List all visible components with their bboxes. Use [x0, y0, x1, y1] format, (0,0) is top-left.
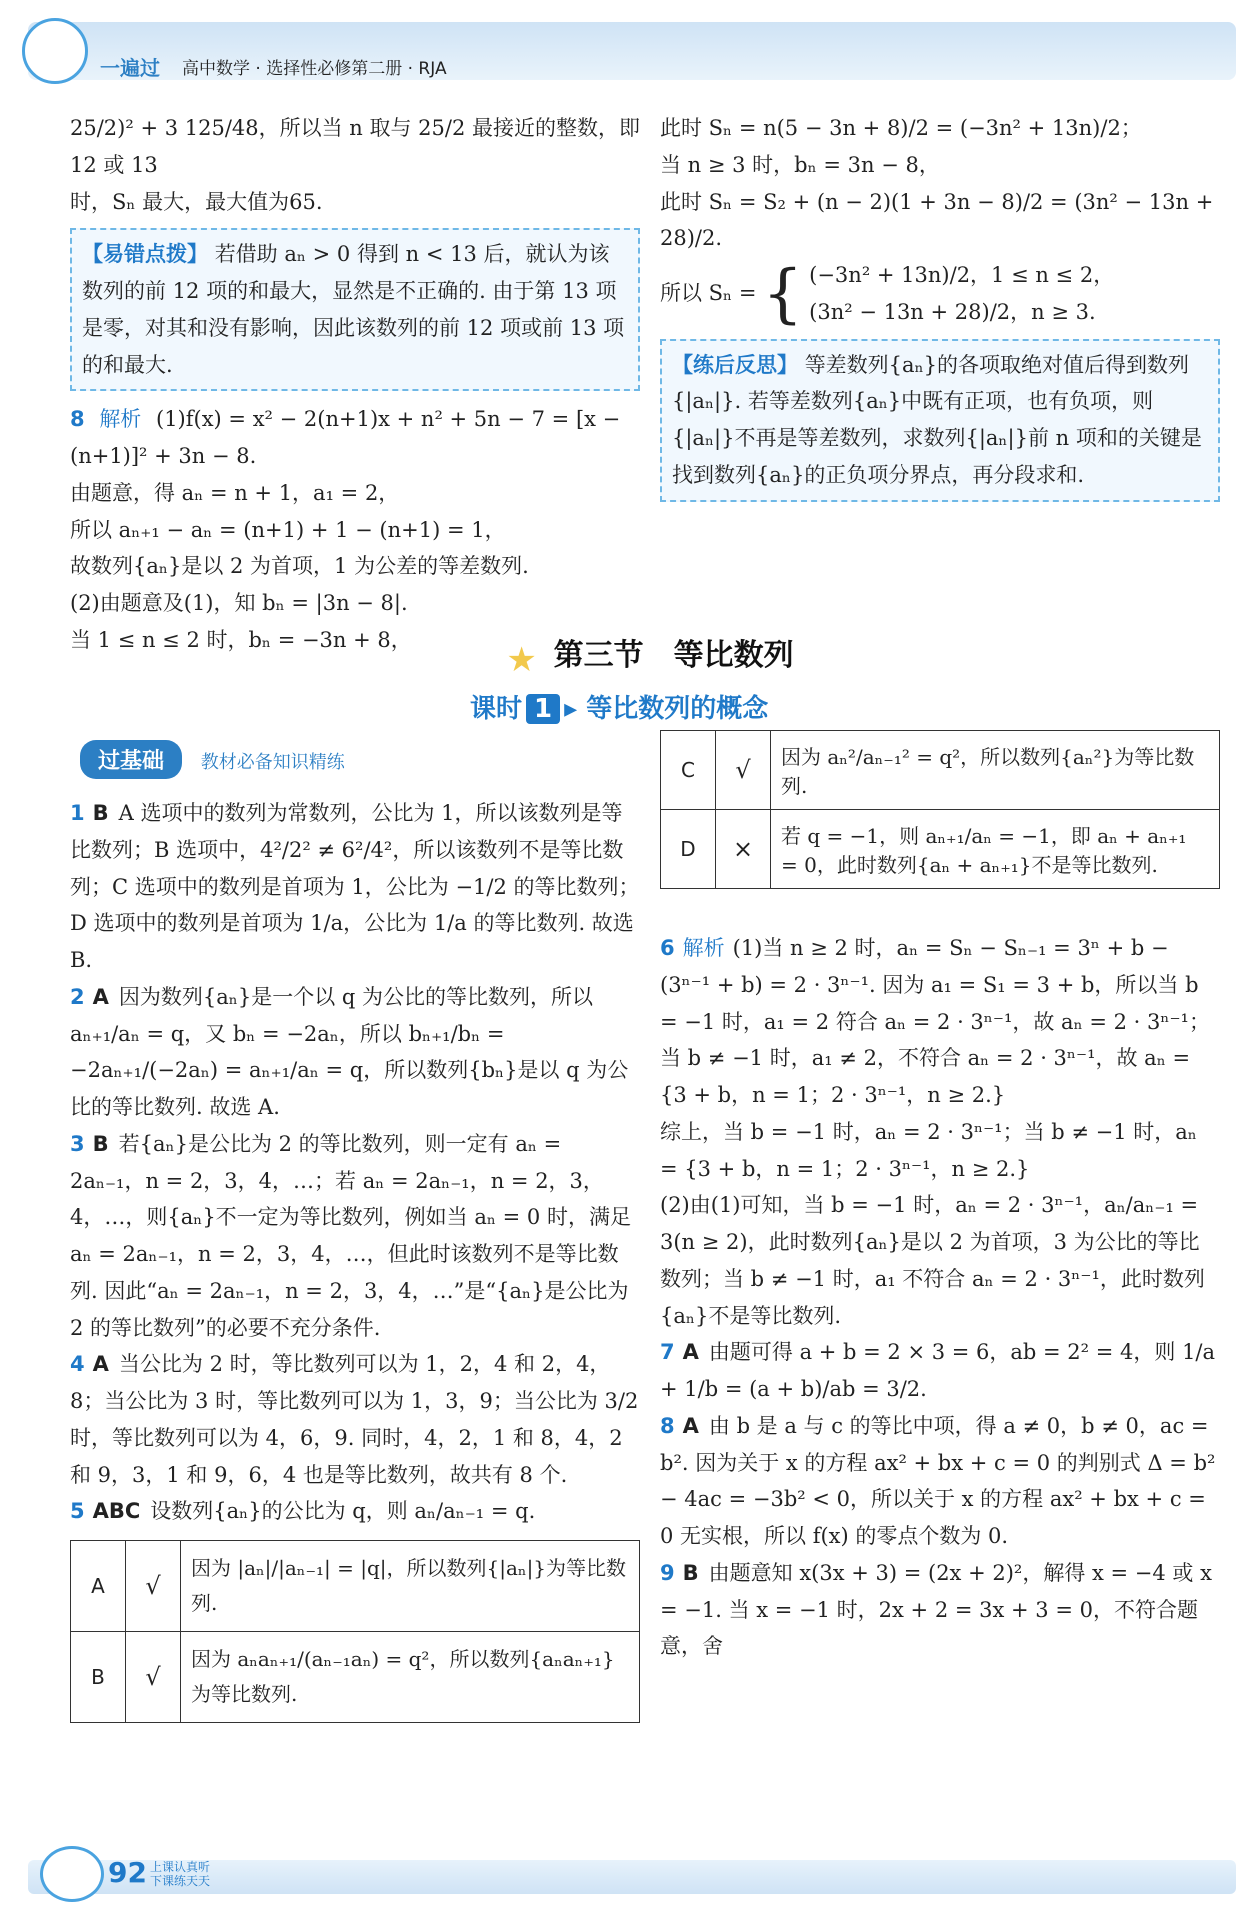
- basic-banner: [80, 740, 640, 780]
- chevron-right-icon: ▸: [564, 694, 578, 724]
- question-9: [660, 1555, 1220, 1665]
- note-tag: 【易错点拨】: [82, 242, 208, 267]
- section-heading: [460, 630, 840, 680]
- reason-cell: 若 q = −1，则 aₙ₊₁/aₙ = −1，即 aₙ + aₙ₊₁ = 0，此时数列{aₙ + aₙ₊₁}不是等比数列.: [771, 810, 1220, 889]
- answer-letter: A: [682, 1413, 699, 1438]
- star-icon: ★: [506, 639, 537, 680]
- answer-text: 由 b 是 a 与 c 的等比中项，得 a ≠ 0，b ≠ 0，ac = b². 因为关于 x 的方程 ax² + bx + c = 0 的判别式 Δ = b² − 4ac = −3b² < 0，所以关于 x 的方程 ax² + bx + c = 0 无实根，所以 f(x) 的零点个数为 0.: [660, 1413, 1216, 1548]
- answer-letter: ABC: [92, 1499, 141, 1524]
- mascot-logo-icon: [22, 18, 88, 84]
- table-row: [71, 1541, 640, 1632]
- check-icon: √: [716, 731, 771, 810]
- text-line: (1)f(x) = x² − 2(n+1)x + n² + 5n − 7 = [x − (n+1)]² + 3n − 8.: [70, 407, 621, 468]
- note-text: 若借助 aₙ > 0 得到 n < 13 后，就认为该数列的前 12 项的和最大，显然是不正确的. 由于第 13 项是零，对其和没有影响，因此该数列的前 12 项或前 13 项的和最大.: [82, 242, 625, 377]
- text-line: 由题意，得 aₙ = n + 1，a₁ = 2，: [70, 480, 400, 505]
- question-3: [70, 1126, 640, 1347]
- left-top-column: [70, 110, 640, 659]
- text-line: (2)由(1)可知，当 b = −1 时，aₙ = 2 · 3ⁿ⁻¹，aₙ/aₙ₋₁ = 3(n ≥ 2)，此时数列{aₙ}是以 2 为首项，3 为公比的等比数列；当 b ≠ −1 时，a₁ 不符合 aₙ = 2 · 3ⁿ⁻¹，此时数列{aₙ}不是等比数列.: [660, 1193, 1205, 1328]
- answer-text: A 选项中的数列为常数列，公比为 1，所以该数列是等比数列；B 选项中，4²/2² ≠ 6²/4²，所以该数列不是等比数列；C 选项中的数列是首项为 1，公比为 −1/2 的等比数列；D 选项中的数列是首项为 1/a，公比为 1/a 的等比数列. 故选 B.: [70, 801, 640, 972]
- question-number: 1: [70, 801, 85, 825]
- answer-letter: B: [682, 1560, 699, 1585]
- text-line: (2)由题意及(1)，知 bₙ = |3n − 8|.: [70, 591, 408, 615]
- question-2: [70, 979, 640, 1126]
- reason-cell: 因为 aₙaₙ₊₁/(aₙ₋₁aₙ) = q²，所以数列{aₙaₙ₊₁}为等比数列.: [181, 1632, 640, 1723]
- reason-cell: 因为 |aₙ|/|aₙ₋₁| = |q|，所以数列{|aₙ|}为等比数列.: [181, 1541, 640, 1632]
- analysis-label: 解析: [99, 407, 142, 432]
- answer-text: 设数列{aₙ}的公比为 q，则 aₙ/aₙ₋₁ = q.: [150, 1499, 536, 1524]
- option-cell: C: [661, 731, 716, 810]
- basic-subtitle: 教材必备知识精练: [200, 752, 345, 773]
- question-8: [660, 1408, 1220, 1555]
- question-number: 4: [70, 1352, 85, 1377]
- question-number: 5: [70, 1499, 85, 1524]
- answer-letter: B: [92, 801, 109, 825]
- lesson-title: 等比数列的概念: [586, 694, 769, 724]
- table-row: [71, 1632, 640, 1723]
- question-number: 7: [660, 1340, 675, 1365]
- question-number: 2: [70, 984, 85, 1009]
- lesson-number: 1: [526, 694, 560, 724]
- option-cell: B: [71, 1632, 126, 1723]
- text-line: 25/2)² + 3 125/48，所以当 n 取与 25/2 最接近的整数，即12 或 13: [70, 116, 641, 177]
- text-line: 此时 Sₙ = n(5 − 3n + 8)/2 = (−3n² + 13n)/2；: [660, 116, 1142, 140]
- option-cell: A: [71, 1541, 126, 1632]
- answer-letter: B: [92, 1131, 109, 1156]
- question-8: [70, 401, 640, 475]
- basic-pill: 过基础: [80, 740, 182, 779]
- answer-text: 由题可得 a + b = 2 × 3 = 6，ab = 2² = 4，则 1/a + 1/b = (a + b)/ab = 3/2.: [660, 1340, 1216, 1401]
- check-icon: √: [126, 1541, 181, 1632]
- case-line: (−3n² + 13n)/2，1 ≤ n ≤ 2，: [809, 263, 1115, 287]
- option-table-left: [70, 1540, 640, 1723]
- reason-cell: 因为 aₙ²/aₙ₋₁² = q²，所以数列{aₙ²}为等比数列.: [771, 731, 1220, 810]
- answer-letter: A: [682, 1340, 699, 1365]
- question-number: 9: [660, 1560, 675, 1585]
- text-line: 当 n ≥ 3 时，bₙ = 3n − 8，: [660, 152, 940, 177]
- left-bottom-column: [70, 795, 640, 1723]
- answer-text: (1)当 n ≥ 2 时，aₙ = Sₙ − Sₙ₋₁ = 3ⁿ + b − (3ⁿ⁻¹ + b) = 2 · 3ⁿ⁻¹. 因为 a₁ = S₁ = 3 + b，所以当 b = −1 时，a₁ = 2 符合 aₙ = 2 · 3ⁿ⁻¹，故 aₙ = 2 · 3ⁿ⁻¹；当 b ≠ −1 时，a₁ ≠ 2，不符合 aₙ = 2 · 3ⁿ⁻¹，故 aₙ = {3 + b，n = 1；2 · 3ⁿ⁻¹，n ≥ 2.}: [660, 936, 1210, 1107]
- answer-letter: A: [92, 1352, 109, 1377]
- question-5: [70, 1493, 640, 1530]
- lesson-heading: [470, 688, 890, 725]
- question-4: [70, 1346, 640, 1493]
- error-tip-box: [70, 228, 640, 391]
- option-cell: D: [661, 810, 716, 889]
- table-row: [661, 810, 1220, 889]
- question-6: [660, 930, 1220, 1114]
- page-footer: [0, 1830, 1250, 1908]
- analysis-label: 解析: [682, 936, 725, 960]
- question-number: 3: [70, 1131, 85, 1156]
- text-line: 当 1 ≤ n ≤ 2 时，bₙ = −3n + 8，: [70, 627, 412, 652]
- right-bottom-column: [660, 930, 1220, 1665]
- piecewise-formula: [660, 257, 1220, 331]
- check-icon: √: [126, 1632, 181, 1723]
- book-title: 高中数学 · 选择性必修第二册 · RJA: [182, 59, 447, 79]
- page-number: 92: [108, 1856, 147, 1889]
- answer-text: 若{aₙ}是公比为 2 的等比数列，则一定有 aₙ = 2aₙ₋₁，n = 2，3，4，…；若 aₙ = 2aₙ₋₁，n = 2，3，4，…，则{aₙ}不一定为等比数列，例如当 aₙ = 0 时，满足 aₙ = 2aₙ₋₁，n = 2，3，4，…，但此时该数列不是等比数列. 因此“aₙ = 2aₙ₋₁，n = 2，3，4，…”是“{aₙ}是公比为 2 的等比数列”的必要不充分条件.: [70, 1131, 631, 1340]
- question-1: [70, 795, 640, 979]
- footer-slogan: [150, 1860, 210, 1889]
- text-line: 时，Sₙ 最大，最大值为65.: [70, 189, 323, 214]
- case-line: (3n² − 13n + 28)/2，n ≥ 3.: [809, 299, 1096, 324]
- slogan-line: 下课练天天: [150, 1874, 211, 1889]
- brace-icon: {: [762, 256, 804, 331]
- option-table-right-wrap: [660, 730, 1220, 889]
- text-line: 故数列{aₙ}是以 2 为首项，1 为公差的等差数列.: [70, 554, 529, 579]
- answer-letter: A: [92, 984, 109, 1009]
- lesson-prefix: 课时: [470, 694, 523, 724]
- cross-icon: ×: [716, 810, 771, 889]
- question-number: 8: [660, 1413, 675, 1438]
- text-line: 此时 Sₙ = S₂ + (n − 2)(1 + 3n − 8)/2 = (3n² − 13n + 28)/2.: [660, 189, 1214, 251]
- right-top-column: [660, 110, 1220, 512]
- note-text: 等差数列{aₙ}的各项取绝对值后得到数列{|aₙ|}. 若等差数列{aₙ}中既有正项，也有负项，则{|aₙ|}不再是等差数列，求数列{|aₙ|}前 n 项和的关键是找到数列{aₙ}的正负项分界点，再分段求和.: [672, 352, 1202, 487]
- question-7: [660, 1334, 1220, 1408]
- reflection-box: [660, 339, 1220, 502]
- question-number: 6: [660, 936, 675, 960]
- brand-name: 一遍过: [100, 56, 160, 80]
- page-header: [0, 0, 1250, 92]
- question-number: 8: [70, 407, 85, 432]
- note-tag: 【练后反思】: [672, 352, 798, 377]
- text-line: 综上，当 b = −1 时，aₙ = 2 · 3ⁿ⁻¹；当 b ≠ −1 时，aₙ = {3 + b，n = 1；2 · 3ⁿ⁻¹，n ≥ 2.}: [660, 1119, 1197, 1181]
- answer-text: 由题意知 x(3x + 3) = (2x + 2)²，解得 x = −4 或 x = −1. 当 x = −1 时，2x + 2 = 3x + 3 = 0，不符合题意，舍: [660, 1560, 1212, 1659]
- answer-text: 当公比为 2 时，等比数列可以为 1，2，4 和 2，4，8；当公比为 3 时，等比数列可以为 1，3，9；当公比为 3/2 时，等比数列可以为 4，6，9. 同时，4，2，1 和 8，4，2 和 9，3，1 和 9，6，4 也是等比数列，故共有 8 个.: [70, 1352, 639, 1487]
- section-title: 第三节 等比数列: [553, 638, 794, 673]
- text-line: 所以 aₙ₊₁ − aₙ = (n+1) + 1 − (n+1) = 1，: [70, 517, 506, 542]
- text-line: 所以 Sₙ =: [660, 281, 757, 306]
- mascot-logo-icon: [40, 1846, 104, 1902]
- slogan-line: 上课认真听: [150, 1860, 211, 1874]
- table-row: [661, 731, 1220, 810]
- answer-text: 因为数列{aₙ}是一个以 q 为公比的等比数列，所以 aₙ₊₁/aₙ = q，又 bₙ = −2aₙ，所以 bₙ₊₁/bₙ = −2aₙ₊₁/(−2aₙ) = aₙ₊₁/aₙ = q，所以数列{bₙ}是以 q 为公比的等比数列. 故选 A.: [70, 984, 629, 1119]
- option-table-right: [660, 730, 1220, 889]
